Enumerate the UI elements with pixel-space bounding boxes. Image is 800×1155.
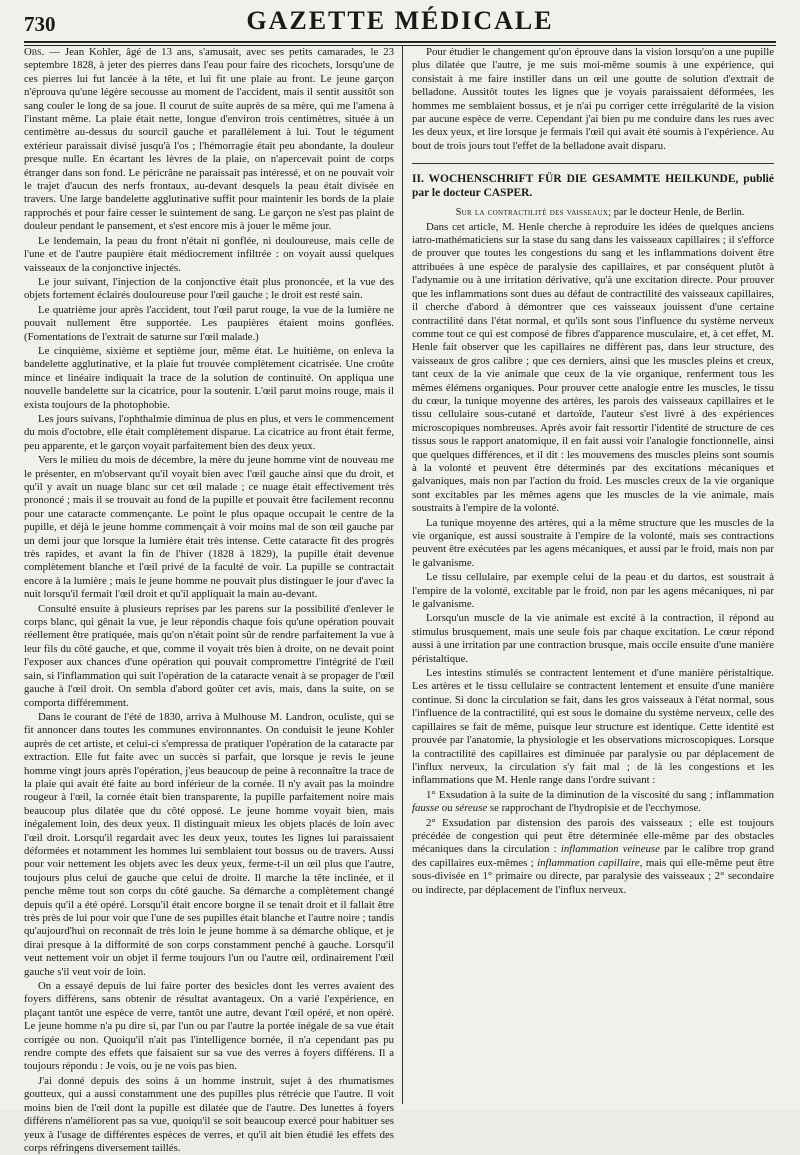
article-title (412, 206, 774, 219)
paragraph: Le cinquième, sixième et septième jour, même état. Le huitième, on enleva la bandelette agglutinative, et la plaie fut trouvée complètement cicatrisée. Une croûte mince et linéaire indiquait la trace de la solution de continuité. On appliqua une nouvelle bandelette sur la cicatrice, pour la soutenir. L'œil parut moins rouge, mais il exista toujours de la photophobie. (24, 344, 394, 411)
list-item: 1° Exsudation à la suite de la diminution de la viscosité du sang ; inflammation fausse ou séreuse se rapprochant de l'hydropisie et de l'ecchymose. (412, 788, 774, 815)
paragraph: Le jour suivant, l'injection de la conjonctive était plus prononcée, et la vue des objets fortement éclairés douloureuse pour l'œil gauche ; le droit est resté sain. (24, 275, 394, 302)
journal-title: GAZETTE MÉDICALE (246, 6, 554, 35)
left-column (24, 46, 395, 1154)
paragraph: On a essayé depuis de lui faire porter des besicles dont les verres avaient des foyers différens, sans obtenir de résultat avantageux. On a varié l'expérience, en plaçant tantôt une espèce de verre, tantôt une autre, devant l'œil opéré, et non opéré. Le jeune homme n'a pu dire si, par l'un ou par l'autre la portée inégale de sa vue était corrigée ou non. Quoiqu'il n'ait pas l'intelligence bornée, il n'a cependant pas pu rendre compte des effets que faisaient sur sa vue des verres à foyers différens. Il a toujours répondu : Je vois, ou je ne vois pas bien. (24, 980, 394, 1073)
paragraph: Vers le milieu du mois de décembre, la mère du jeune homme vint de nouveau me le présenter, en m'observant qu'il voyait bien avec l'œil gauche ainsi que du droit, et qu'il y avait un nuage blanc sur cet œil malade ; ce nuage était effectivement très prononcé ; mais il se trouvait au fond de la pupille et pouvait être facilement reconnu pour une cataracte commençante. Le point le plus opaque occupait le centre de la pupille, et déjà le jeune homme commençait à voir moins mal de son œil gauche par un demi jour que lorsque la lumière était très intense. Cette cataracte fit des progrès très rapides, et avant la fin de l'hiver (1828 à 1829), la pupille était devenue complètement blanche et l'œil privé de la faculté de voir. La pupille se contractait encore à la lumière ; mais le jeune homme ne pouvait plus distinguer le jour d'avec la nuit lorsqu'il fermait l'œil droit et qu'il appliquait la main au-devant. (24, 454, 394, 601)
section-title: II. WOCHENSCHRIFT FÜR DIE GESAMMTE HEILKUNDE, publié par le docteur CASPER. (412, 163, 774, 200)
column-divider (402, 46, 403, 1104)
paragraph: Les intestins stimulés se contractent lentement et d'une manière péristaltique. Les artères et le tissu cellulaire se contractent lentement et ensuite d'une manière continue. Si donc la circulation se fait, dans les gros vaisseaux à l'état normal, sous l'influence de la contractilité, qui est sous le domaine du système nerveux, celle des capillaires se fait de même, puisque leur structure est identique. Cette identité est prouvée par l'anatomie, la physiologie et les observations microscopiques. Lorsque la contractilité des capillaires est diminuée par paralysie ou par déplacement de l'influx nerveux, la circulation s'y fait mal ; de là les congestions et les inflammations que M. Henle range dans l'ordre suivant : (412, 667, 774, 787)
observation-lead: Obs. — (24, 46, 60, 58)
paragraph: Dans le courant de l'été de 1830, arriva à Mulhouse M. Landron, oculiste, qui se fit annoncer dans toutes les communes environnantes. On conduisit le jeune Kohler auprès de cet artiste, et celui-ci s'empressa de pratiquer l'opération de la cataracte par extraction. Elle fut faite avec un succès si parfait, que lorsque je revis le jeune homme vingt jours après l'opération, j'eus beaucoup de peine à reconnaître la trace de la plaie qui avait été faite au bord inférieur de la cornée. Il n'y avait pas la moindre rougeur à l'œil, la cornée était bien transparente, la pupille parfaitement noire mais beaucoup plus dilatée que du côté opposé. Le jeune homme voyait bien, mais inégalement loin, des deux yeux. Il distinguait mieux les objets placés de loin avec l'œil droit. Lorsqu'il regardait avec les deux yeux, toutes les lignes lui paraissaient déformées et notamment les hommes lui semblaient tout bossus ou de travers. Aussi pour voir nettement les objets avec les deux yeux, ferme-t-il un œil plus que l'autre, toujours plus celui de gauche que celui de droite. Il marche la tête inclinée, et il penche même tout son corps du côté gauche. Sa démarche a complètement changé depuis qu'il a été opéré. Lorsqu'il était encore borgne il se tenait droit et il fallait être très près de lui pour voir que l'une de ses pupilles était blanche et l'autre noire ; tandis qu'aujourd'hui on reconnaît de très loin le jeune homme à sa démarche oblique, et je dirai presque à la difformité de son corps constamment penché à gauche. Lorsqu'il veut nettement voir un objet il ferme toujours l'un ou l'autre œil, ordinairement l'œil gauche s'il veut voir de loin. (24, 710, 394, 978)
paragraph: Le tissu cellulaire, par exemple celui de la peau et du dartos, est soustrait à l'empire de la volonté, excitable par le froid, non par les agens mécaniques, ni par le galvanisme. (412, 571, 774, 611)
paragraph: J'ai donné depuis des soins à un homme instruit, sujet à des rhumatismes goutteux, qui a aussi constamment une des pupilles plus rétrécie que l'autre. Il voit moins bien de l'œil dont la pupille est dilatée que de l'autre. Des lunettes à foyers différens n'améliorent pas sa vue, quoiqu'il se soit beaucoup exercé pour habituer ses yeux à l'usage de différentes espèces de verres, et qu'il ait bien étudié les effets des corps réfringens diversement taillés. (24, 1074, 394, 1154)
article-title-text: Sur la contractilité des vaisseaux (455, 207, 609, 219)
list-item: 2° Exsudation par distension des parois des vaisseaux ; elle est toujours précédée de congestion qui peut être déterminée elle-même par des obstacles mécaniques dans la circulation : inflammation veineuse par le calibre trop grand des capillaires eux-mêmes ; inflammation capillaire, mais qui elle-même peut être sous-divisée en 1° primaire ou directe, par paralysie des vaisseaux ; 2° secondaire ou indirecte, par déplacement de l'influx nerveux. (412, 816, 775, 896)
right-column (412, 46, 774, 1104)
intro-paragraph: Pour étudier le changement qu'on éprouve dans la vision lorsqu'on a une pupille plus dilatée que l'autre, je me suis moi-même soumis à une expérience, qui consistait à me faire instiller dans un œil une goutte de solution d'extrait de belladone. Aussitôt toutes les lignes que je voyais paraissaient déformées, les hommes me semblaient bossus, et je n'ai pu corriger cette irrégularité de la vision par aucune espèce de verre. Cependant j'ai bien pu me conduire dans les rues avec les deux yeux, et lire lorsque je fermais l'œil qui avait été soumis à l'expérience. Au bout de trois jours tout l'effet de la belladone avait disparu. (412, 46, 774, 152)
observation-paragraph: Obs. — Jean Kohler, âgé de 13 ans, s'amusait, avec ses petits camarades, le 23 septembre 1828, à jeter des pierres dans l'eau pour faire des ricochets, lorsqu'une de ces pierres lui fut lancée à la tête, et lui fit une plaie au front. Le jeune garçon n'éprouva qu'une légère secousse au moment de l'accident, mais il sentit aussitôt son sang couler le long de sa joue. Il courut de suite auprès de sa mère, qui me l'amena à l'instant même. La plaie était nette, longue d'environ trois centimètres, située à un centimètre au-dessus du sourcil gauche et parallèlement à lui. Tout le tégument extérieur paraissait divisé jusqu'à l'os ; l'hémorragie était peu abondante, la douleur presque nulle. En écartant les lèvres de la plaie, on n'apercevait point de corps étranger dans son fond. Le péricrâne ne paraissait pas intéressé, et on ne pouvait voir le trajet d'aucun des nerfs frontaux, au-devant desquels la peau était divisée en travers. Une large bandelette agglutinative suffit pour maintenir les bords de la plaie rapprochés et pour faire cesser le suintement de sang. Le garçon ne s'est pas plaint de douleur pendant le pansement, et s'est encore mis à jouer le même jour. (24, 46, 395, 233)
page-header (24, 4, 776, 38)
article-byline: ; par le docteur Henle, de Berlin. (608, 207, 745, 219)
paragraph: Les jours suivans, l'ophthalmie diminua de plus en plus, et vers le commencement du mois d'octobre, elle était complètement disparue. La cicatrice au front était ferme, peu apparente, et le garçon voyait parfaitement bien des deux yeux. (24, 412, 394, 452)
paragraph: Le lendemain, la peau du front n'était ni gonflée, ni douloureuse, mais celle de l'une et de l'autre paupière était médiocrement infiltrée : on voyait aussi quelques vaisseaux de la conjonctive injectés. (24, 234, 394, 274)
paragraph: La tunique moyenne des artères, qui a la même structure que les muscles de la vie organique, est aussi soustraite à l'empire de la volonté, mais ses contractions peuvent être exécutées par les agens mécaniques, et aussi par le froid, mais non par le galvanisme. (412, 516, 774, 569)
page-number: 730 (24, 12, 56, 36)
paragraph: Le quatrième jour après l'accident, tout l'œil parut rouge, la vue de la lumière ne pouvait nullement être supportée. Les paupières étaient moins gonflées. (Fomentations de l'extrait de saturne sur l'œil malade.) (24, 303, 394, 343)
paragraph: Consulté ensuite à plusieurs reprises par les parens sur la possibilité d'enlever le corps blanc, qui gênait la vue, je leur répondis chaque fois qu'une opération pouvait réellement être pratiquée, mais qu'on n'était point sûr de rendre parfaitement la vue à leur fils du côté gauche, et que, comme il voyait très bien à droite, on ne devait point l'exposer aux chances d'une opération qui pouvait compromettre l'intégrité de l'œil sain, si l'inflammation qui suit l'opération de la cataracte venait à se propager de l'œil gauche à l'œil droit. On sembla d'abord goûter cet avis, mais, dans la suite, on se comporta différemment. (24, 602, 394, 709)
paragraph: Dans cet article, M. Henle cherche à reproduire les idées de quelques anciens iatro-mathématiciens sur la stase du sang dans les vaisseaux capillaires ; il s'efforce de prouver que toutes les congestions du sang et les inflammations doivent être attribuées à une espèce de paralysie des capillaires, et par conséquent plutôt à l'adynamie ou à une irritation dérivative, qu'à une excitation directe. Pour prouver que les inflammations sont dues au défaut de contractilité des vaisseaux capillaires, il cherche d'abord à démontrer que ces vaisseaux jouissent d'une certaine contractilité dans l'état normal, et qu'ils sont sous l'influence du système nerveux comme tout ce qui est composé de fibres d'apparence musculaire, et, à cet effet, M. Henle fait observer que les capillaires ne diffèrent pas, dans leur structure, des vaisseaux de gros calibre ; que ces derniers, ainsi que les muscles pleins et creux, tant ceux de la vie animale que ceux de la vie organique, renferment tous les mêmes élémens organiques. Pour prouver cette analogie entre les muscles, le tissu du cœur, la tunique moyenne des artères, les parois des vaisseaux capillaires et le tissu cellulaire sous-cutané et dartoïde, l'auteur s'est livré à des expériences microscopiques nombreuses. Après avoir fait ressortir l'identité de structure de ces tissus sous le rapport anatomique, il en fait aussi voir l'analogie fonctionnelle, ainsi que quelques différences, et il dit : les mouvemens des muscles pleins sont soumis à la volonté et peuvent être déterminés par des excitations mécaniques et galvaniques, mais non par l'action du froid. Les muscles creux de la vie organique sont excitables par les mêmes agens que les muscles de la vie animale, mais soustraits à l'empire de la volonté. (412, 220, 774, 515)
paragraph: Lorsqu'un muscle de la vie animale est excité à la contraction, il répond au stimulus brusquement, mais une seule fois par chaque excitation. Le cœur répond aussi à une irritation par une contraction brusque, mais occile ensuite d'une manière péristaltique. (412, 612, 774, 665)
